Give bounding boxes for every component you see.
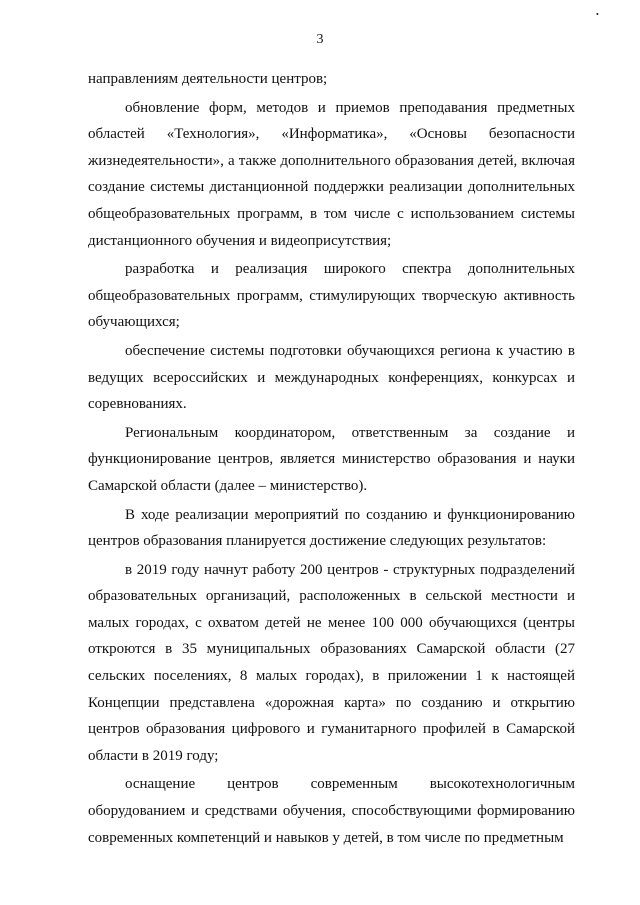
paragraph: разработка и реализация широкого спектра дополнительных общеобразовательных программ, стимулирующих творческую активность обучающихся;	[88, 261, 575, 331]
paragraph: в 2019 году начнут работу 200 центров - структурных подразделений образовательных организаций, расположенных в сельской местности и малых городах, с охватом детей не менее 100 000 обучающихся (центры откроются в 35 муниципальных образованиях Самарской области (27 сельских поселениях, 8 малых городах), в приложении 1 к настоящей Концепции представлена «дорожная карта» по созданию и открытию центров образования цифрового и гуманитарного профилей в Самарской области в 2019 году;	[88, 561, 575, 764]
paragraph: обеспечение системы подготовки обучающихся региона к участию в ведущих всероссийских и международных конференциях, конкурсах и соревнованиях.	[88, 342, 575, 413]
paragraph-continuation: направлениям деятельности центров;	[88, 71, 328, 87]
paragraph: оснащение центров современным высокотехнологичным оборудованием и средствами обучения, способствующими формированию современных компетенций и навыков у детей, в том числе по предметным	[88, 776, 575, 846]
paragraph: обновление форм, методов и приемов преподавания предметных областей «Технология», «Информатика», «Основы безопасности жизнедеятельности», а также дополнительного образования детей, включая создание системы дистанционной поддержки реализации дополнительных общеобразовательных программ, в том числе с использованием системы дистанционного обучения и видеоприсутствия;	[88, 99, 575, 249]
page-number: 3	[316, 32, 324, 47]
document-body	[88, 66, 575, 851]
paragraph: Региональным координатором, ответственным за создание и функционирование центров, является министерство образования и науки Самарской области (далее – министерство).	[88, 424, 575, 494]
corner-mark: •	[596, 10, 599, 19]
paragraph: В ходе реализации мероприятий по созданию и функционированию центров образования планируется достижение следующих результатов:	[88, 506, 575, 550]
